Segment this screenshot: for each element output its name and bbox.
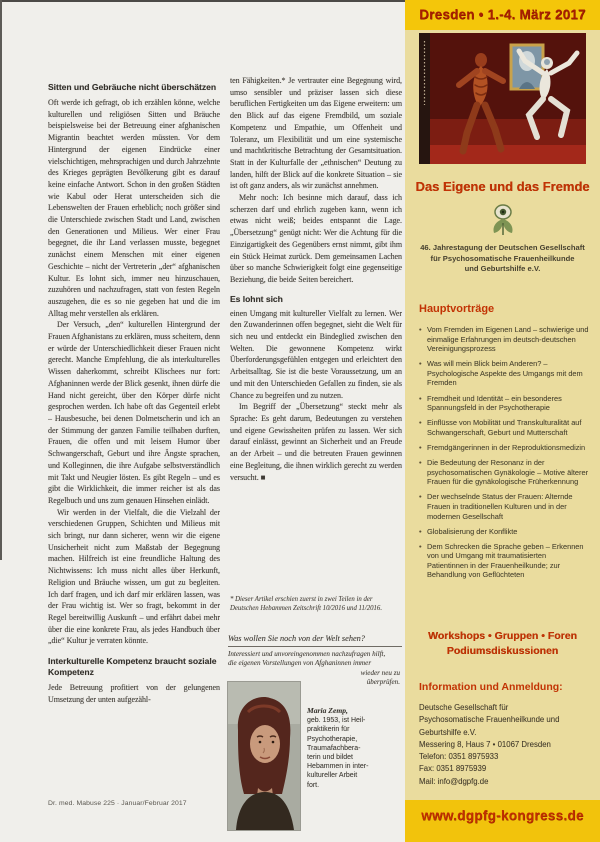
- congress-artwork-image: [419, 33, 586, 164]
- lecture-item: • Fremdgängerinnen in der Reproduktionsmedizin: [419, 443, 589, 453]
- congress-title: Das Eigene und das Fremde: [415, 179, 590, 194]
- bio-line: Traumafachbera-: [307, 744, 361, 752]
- address-line: Psychosomatische Frauenheilkunde und: [419, 715, 560, 725]
- scan-edge-top: [0, 0, 408, 2]
- lecture-item: • Fremdheit und Identität – ein besonderes Spannungsfeld in der Psychotherapie: [419, 394, 589, 413]
- bio-line: kultureller Arbeit: [307, 772, 358, 780]
- org-line: für Psychosomatische Frauenheilkunde: [430, 253, 575, 263]
- quote-rule: [228, 646, 402, 647]
- article-paragraph: Mehr noch: Ich besinne mich darauf, dass ich scherzen darf und ehrlich zugeben kann, wenn ich etwas nicht weiß; beides entspannt die Lage. „Übersetzung“ genügt nicht: Wer die Achtung für die Einzigartigkeit des Gegenübers ernst nimmt, gibt ihm ein Stück Heimat zurück. Dem gemeinsamen Lachen über so manche Schwierigkeit folgt eine gegenseitige Beziehung, die beide Seiten bereichert.: [230, 193, 402, 284]
- caption-line: die eigenen Vorstellungen von Afghaninnen immer: [228, 659, 372, 668]
- footnote-line: * Dieser Artikel erschien zuerst in zwei Teilen in der: [230, 596, 373, 603]
- author-portrait-photo: [228, 682, 300, 830]
- address-line: Geburtshilfe e.V.: [419, 727, 477, 737]
- lecture-item: • Die Bedeutung der Resonanz in der psychosomatischen Gynäkologie – Motive älterer Frauen für die gynäkologische Früherkennung: [419, 458, 589, 487]
- address-line: Messering 8, Haus 7 • 01067 Dresden: [419, 739, 551, 749]
- workshops-line: Workshops • Gruppen • Foren: [428, 630, 577, 642]
- bio-line: Hebammen in inter-: [307, 763, 369, 771]
- lecture-list: [419, 325, 589, 586]
- article-paragraph: ten Fähigkeiten.* Je vertrauter eine Begegnung wird, umso sensibler und präziser lassen sich diese beruflichen Fertigkeiten um das Eigene erweitern: um den Blick auf das eigene Fremdbild, um soziale Kompetenz und Empathie, um Offenheit und Toleranz, um Flexibilität und um eine systemische und machtkritische Betrachtung der Gesamtsituation. Statt in der Kulturfalle der „ethnischen“ Deutung zu landen, hilft der Blick auf die konkrete Situation – sie ist oft ganz anders, als wir zunächst annehmen.: [230, 76, 402, 191]
- article-paragraph: Der Versuch, „den“ kulturellen Hintergrund der Frauen Afghanistans zu erklären, muss scheitern, denn er würde der Unterschiedlichkeit dieser Frauen nicht gerecht. Manche Empfehlung, die als interkulturelles Wissen daherkommt, schreibt Klischees nur fort: Afghaninnen werde der Blick gesenkt, ihnen dürfe die Hand nicht gereicht, über den Körper dürfe nicht gesprochen werden. Ich habe oft das Gegenteil erlebt – Hausbesuche, bei denen Dolmetscherin und ich an der Stimmung der ganzen Familie teilhaben durften, Frauen, die offen und mit leisem Humor über Schwangerschaft, Geburt und ihre Ängste sprachen, und Kolleginnen, die ihre Aufgabe selbstverständlich mit Takt und Neugier lösten. Es gibt Regeln – und es gibt die Wirklichkeit, die immer reicher ist als das Regelbuch und uns zum genauen Hinsehen einlädt.: [48, 320, 220, 505]
- caption-line: Interessiert und unvoreingenommen nachzufragen hilft,: [228, 650, 386, 658]
- pull-quote: Was wollen Sie noch von der Welt sehen?: [228, 634, 365, 643]
- org-line: 46. Jahrestagung der Deutschen Gesellschaft: [420, 243, 585, 252]
- lecture-item: • Vom Fremden im Eigenen Land – schwierige und einmalige Erfahrungen im deutsch-deutschen Vereinigungsprozess: [419, 325, 589, 354]
- article-paragraph: Im Begriff der „Übersetzung“ steckt mehr als Sprache: Es geht darum, Bedeutungen zu verstehen und eigene Gewissheiten prüfen zu lassen. Wer sich darauf einlässt, gewinnt an Sicherheit und an Freude an der Arbeit – und die betreuten Frauen gewinnen eine Begleitung, die ihnen wirklich gerecht zu werden versucht. ■: [230, 402, 402, 482]
- address-line: Deutsche Gesellschaft für: [419, 703, 509, 712]
- lectures-heading: Hauptvorträge: [419, 303, 495, 315]
- pull-quote-block: [228, 634, 402, 688]
- article-subheading: Es lohnt sich: [230, 293, 283, 304]
- congress-website-url: www.dgpfg-kongress.de: [421, 808, 584, 823]
- lecture-item: • Der wechselnde Status der Frauen: Alternde Frauen in traditionellen Kulturen und in der modernen Gesellschaft: [419, 492, 589, 521]
- website-banner: [405, 800, 600, 842]
- author-block: [228, 682, 404, 830]
- address-line: Mail: info@dgpfg.de: [419, 776, 489, 786]
- workshops-banner: [405, 629, 600, 658]
- article-paragraph: einen Umgang mit kultureller Vielfalt zu lernen. Wer den Zuwanderinnen offen begegnet, sieht die Welt für sich neu und entdeckt ein Bindeglied zwischen den Welten. Die gewonnene Kompetenz wirkt Überforderungsgefühlen entgegen und erleichtert den Arbeitsalltag. Sie ist die beste Voraussetzung, um an und mit den Unterschieden Gefallen zu finden, sie als Chance zu begreifen und zu nutzen.: [230, 308, 402, 400]
- lecture-item: • Was will mein Blick beim Anderen? – Psychologische Aspekte des Umgangs mit dem Fremden: [419, 359, 589, 388]
- article-paragraph: Oft werde ich gefragt, ob ich erzählen könne, welche kulturellen und religiösen Sitten und Bräuche beispielsweise bei der Betreuung einer afghanischen Migrantin beachtet werden müssten. Vor dem Hintergrund der eigenen Eindrücke einer vielschichtigen, mehrsprachigen und durch Jahrzehnte des Krieges geprägten Bevölkerung gibt es darauf keine einfache Antwort. Schon in den großen Städten wie Kabul oder Herat unterscheiden sich die Lebenswelten der Frauen erheblich; noch größer sind die Unterschiede zwischen Stadt und Land, zwischen den Generationen und Milieus. Wer einer Frau begegnet, die ihr Land verlassen musste, begegnet zunächst einem Menschen mit einer eigenen Geschichte – nicht der Vertreterin „der“ afghanischen Kultur. Es lohnt sich, immer neu hinzuschauen, zuzuhören und nachzufragen, statt von festen Regeln auszugehen, die es so nie gegeben hat und die im Alltag mehr verstellen als erklären.: [48, 98, 220, 318]
- article-footnote: [230, 596, 402, 614]
- author-name: Maria Zemp,: [307, 706, 348, 715]
- article-paragraph: Wir werden in der Vielfalt, die die Vielzahl der verschiedenen Gruppen, Schichten und Milieus mit sich bringt, nur dann sicherer, wenn wir die eigene Unsicherheit nicht zum Maßstab der Begegnung machen. Hilfreich ist eine freundliche Haltung des Nichtwissens: Ich muss nicht alles über Herkunft, Religion und Bräuche wissen, um gut zu begleiten. Ich darf fragen, und ich darf mir erklären lassen, was der Frau wichtig ist. Wer so fragt, bekommt in der Regel bereitwillig Auskunft – und erfährt dabei mehr über die eine konkrete Frau, als jedes Handbuch über „die“ Kultur je verraten könnte.: [48, 507, 220, 646]
- article-column-left: [48, 82, 220, 794]
- article-column-middle: [230, 75, 402, 591]
- conference-ad-sidebar: [405, 0, 600, 842]
- journal-footer: Dr. med. Mabuse 225 · Januar/Februar 2017: [48, 800, 187, 807]
- article-subheading: Sitten und Gebräuche nicht überschätzen: [48, 82, 217, 92]
- info-heading: Information und Anmeldung:: [419, 681, 563, 693]
- org-line: und Geburtshilfe e.V.: [464, 264, 541, 274]
- lecture-item: • Dem Schrecken die Sprache geben – Erkennen von und Umgang mit traumatisierten Patientinnen in der Frauenheilkunde; zur Behandlung von Geflüchteten: [419, 542, 589, 580]
- address-line: Fax: 0351 8975939: [419, 764, 487, 774]
- scan-edge-left: [0, 0, 2, 560]
- article-subheading: Interkulturelle Kompetenz braucht soziale Kompetenz: [48, 656, 217, 678]
- address-line: Telefon: 0351 8975933: [419, 752, 499, 762]
- bio-line: terin und bildet: [307, 754, 353, 762]
- bio-line: geb. 1953, ist Heil-: [307, 717, 366, 725]
- footnote-line: Deutschen Hebammen Zeitschrift 10/2016 und 11/2016.: [230, 604, 383, 612]
- caption-line: wieder neu zu: [360, 668, 400, 677]
- congress-flower-eye-logo-icon: [488, 201, 518, 237]
- organization-name: [405, 243, 600, 275]
- congress-date-banner: Dresden • 1.-4. März 2017: [405, 0, 600, 30]
- contact-address: [419, 702, 591, 788]
- caption-line: überprüfen.: [366, 678, 400, 687]
- bio-line: Psychotherapie,: [307, 735, 358, 743]
- lecture-item: • Einflüsse von Mobilität und Transkulturalität auf Schwangerschaft, Geburt und Mutterschaft: [419, 418, 589, 437]
- author-bio: [307, 682, 368, 830]
- bio-line: praktikerin für: [307, 726, 350, 734]
- workshops-line: Podiumsdiskussionen: [446, 644, 559, 657]
- bio-line: fort.: [307, 781, 320, 789]
- lecture-item: • Globalisierung der Konflikte: [419, 527, 589, 537]
- article-paragraph: Jede Betreuung profitiert von der gelungenen Umsetzung der unten aufgezähl-: [48, 683, 220, 704]
